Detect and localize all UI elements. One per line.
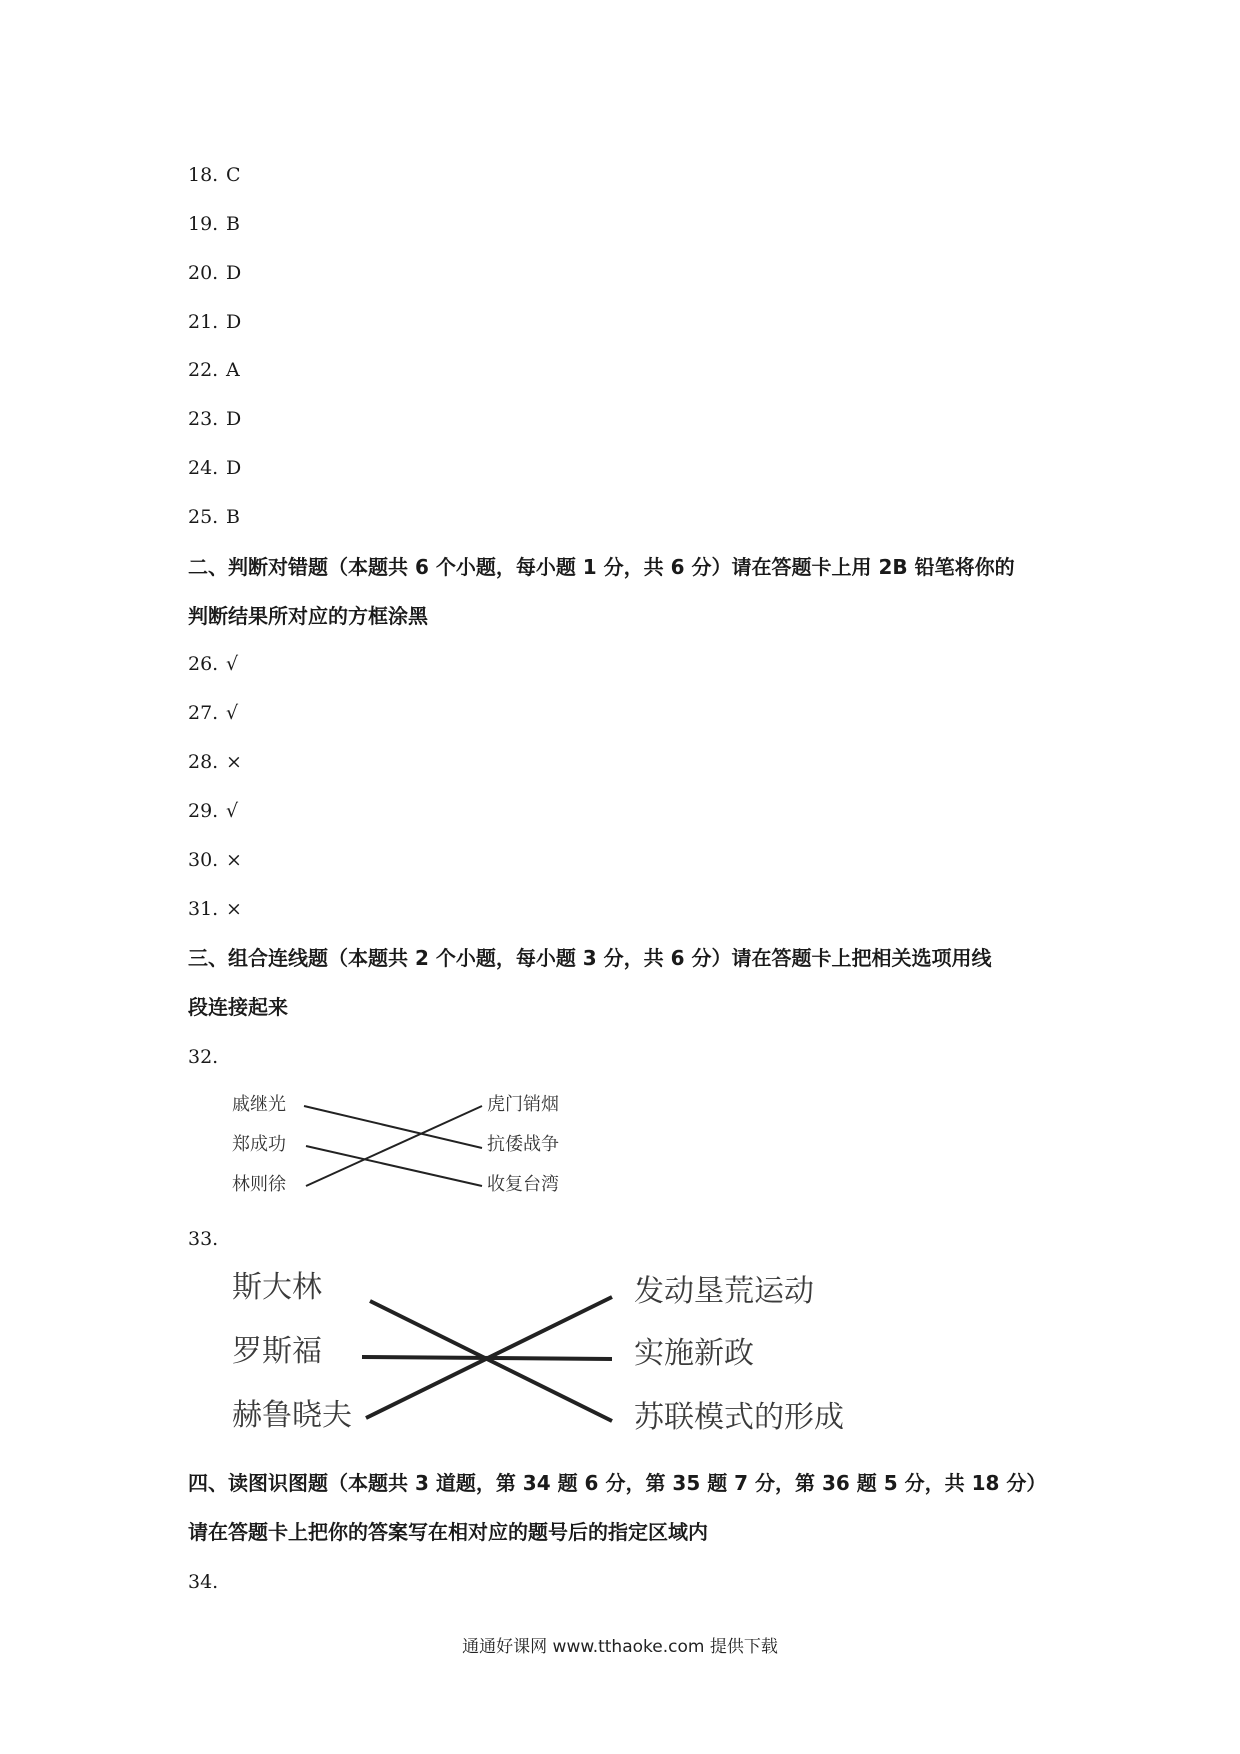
answer-23: 23. D [188,408,242,430]
section3-heading-line1: 三、组合连线题（本题共 2 个小题，每小题 3 分，共 6 分）请在答题卡上把相关选项用线 [188,946,992,970]
section2-heading-line2: 判断结果所对应的方框涂黑 [188,604,428,628]
page-footer: 通通好课网 www.tthaoke.com 提供下载 [462,1637,778,1657]
section3-heading-line2: 段连接起来 [188,995,288,1019]
q32-left-item: 林则徐 [232,1174,286,1195]
answer-18: 18. C [188,164,241,186]
answer-29: 29. √ [188,800,239,822]
q32-left-item: 郑成功 [232,1134,286,1155]
answer-31: 31. × [188,898,242,920]
answer-28: 28. × [188,751,242,773]
answer-20: 20. D [188,262,242,284]
q33-left-item: 罗斯福 [232,1334,322,1369]
q33-left-item: 斯大林 [232,1270,322,1305]
q32-line-linzexu [306,1106,482,1186]
answer-21: 21. D [188,311,242,333]
q33-right-item: 实施新政 [634,1336,754,1371]
answer-19: 19. B [188,213,240,235]
q32-line-qijiguang [304,1106,482,1148]
answer-22: 22. A [188,359,240,381]
q33-right-item: 发动垦荒运动 [634,1274,814,1309]
answer-30: 30. × [188,849,242,871]
q33-left-item: 赫鲁晓夫 [232,1398,352,1433]
answer-25: 25. B [188,506,240,528]
answer-24: 24. D [188,457,242,479]
answer-27: 27. √ [188,702,239,724]
q32-right-item: 收复台湾 [487,1174,559,1195]
question-34-number: 34. [188,1571,219,1593]
section2-heading-line1: 二、判断对错题（本题共 6 个小题，每小题 1 分，共 6 分）请在答题卡上用 2B 铅笔将你的 [188,555,1015,579]
section4-heading-line1: 四、读图识图题（本题共 3 道题，第 34 题 6 分，第 35 题 7 分，第 36 题 5 分，共 18 分） [188,1471,1047,1495]
q33-line-stalin [370,1301,612,1421]
q32-line-zhengchenggong [306,1146,482,1186]
question-33-number: 33. [188,1228,219,1250]
answer-26: 26. √ [188,653,239,675]
q32-right-item: 抗倭战争 [487,1134,559,1155]
q33-right-item: 苏联模式的形成 [634,1400,844,1435]
q32-right-item: 虎门销烟 [487,1094,559,1115]
question-32-number: 32. [188,1046,219,1068]
section4-heading-line2: 请在答题卡上把你的答案写在相对应的题号后的指定区域内 [188,1520,708,1544]
q32-left-item: 戚继光 [232,1094,286,1115]
